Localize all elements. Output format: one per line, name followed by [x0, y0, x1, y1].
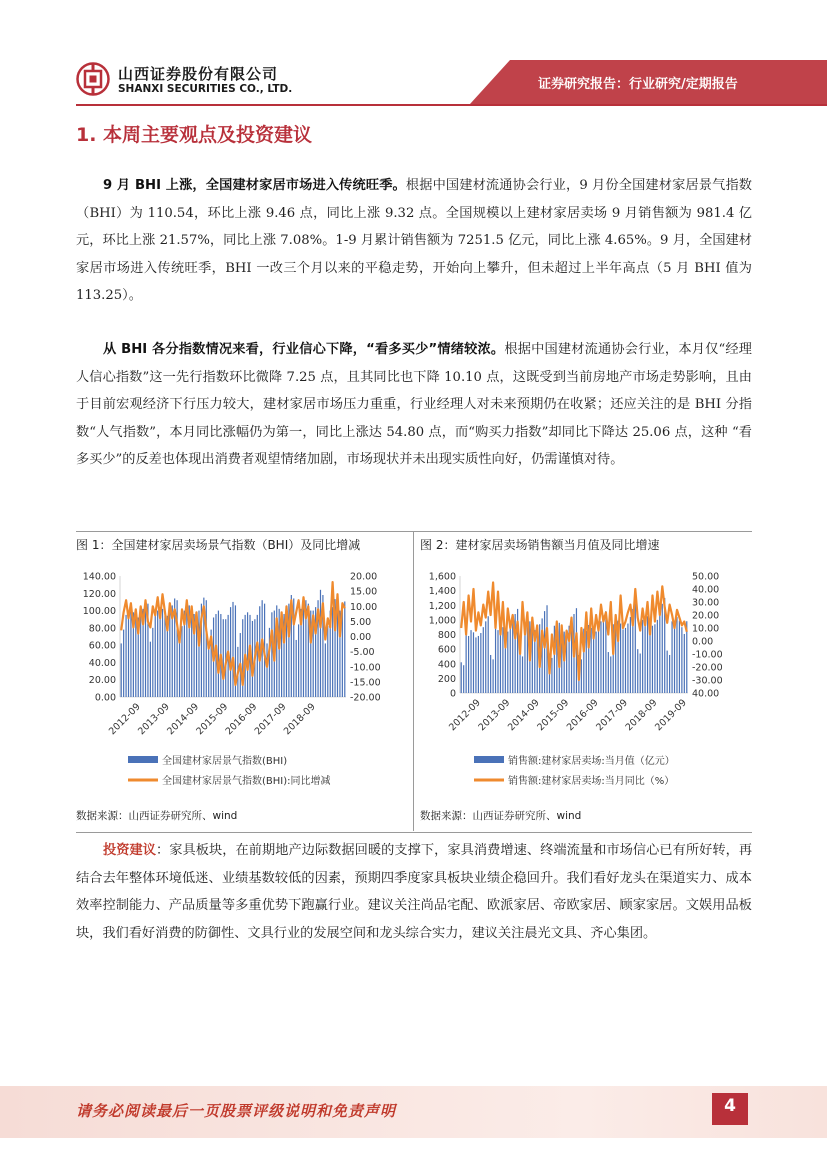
bar [344, 601, 345, 697]
page-number: 4 [724, 1096, 736, 1116]
bar [159, 607, 160, 697]
bar [497, 630, 498, 693]
paragraph-body: 根据中国建材流通协会行业，9 月份全国建材家居景气指数（BHI）为 110.54，环比上涨 9.46 点，同比上涨 9.32 点。全国规模以上建材家居卖场 9 月销售额为 981.4 亿元，环比上涨 21.57%，同比上涨 7.08%。1-9 月累计销售额为 7251.5 亿元，同比上涨 4.65%。9 月，全国建材家居市场进入传统旺季，BHI 一改三个月以来的平稳走势，开始向上攀升，但未超过上半年高点（5 月 BHI 值为 113.25）。 [76, 178, 752, 303]
legend-label: 全国建材家居景气指数(BHI) [162, 756, 288, 767]
company-name-cn: 山西证券股份有限公司 [118, 65, 279, 83]
bar [466, 633, 467, 693]
bar [647, 616, 648, 693]
header-divider [76, 104, 827, 106]
bar [155, 614, 156, 697]
bar [659, 613, 660, 693]
x-tick-label: 2012-09 [447, 697, 483, 734]
bar [608, 652, 609, 693]
y-left-tick-label: 1,200 [428, 600, 456, 612]
figure-1-caption: 图 1：全国建材家居卖场景气指数（BHI）及同比增减 [76, 538, 361, 552]
bar [325, 643, 326, 697]
company-logo-icon [76, 62, 110, 96]
x-tick-label: 2016-09 [564, 697, 601, 734]
paragraph-body: 根据中国建材流通协会行业，本月仅“经理人信心指数”这一先行指数环比微降 7.25 点，且其同比也下降 10.10 点，这既受到当前房地产市场走势影响，且由于目前宏观经济下行压力较大，建材家居市场压力重重，行业经理人对未来预期仍在收紧；还应关注的是 BHI 分指数“人气指数”，本月同比涨幅仍为第一，同比上涨达 54.80 点，而“购买力指数”却同比下降达 25.06 点，这种 “看多买少”的反差也体现出消费者观望情绪加剧，市场现状并未出现实质性向好，仍需谨慎对待。 [76, 342, 752, 467]
y-right-tick-label: 30.00 [692, 597, 720, 609]
legend-label: 全国建材家居景气指数(BHI):同比增减 [162, 776, 331, 787]
bar [206, 600, 207, 697]
bar [232, 602, 233, 697]
bar [271, 612, 272, 697]
y-right-tick-label: 0.00 [692, 636, 714, 648]
y-right-tick-label: -20.00 [350, 692, 381, 704]
x-tick-label: 2013-09 [476, 697, 513, 734]
bar [145, 602, 146, 697]
paragraph-lead: 投资建议 [103, 843, 156, 858]
y-right-tick-label: -10.00 [350, 662, 381, 674]
bar [622, 629, 623, 693]
y-left-tick-label: 20.00 [88, 675, 116, 687]
bar [296, 640, 297, 697]
figure-2-caption: 图 2：建材家居卖场销售额当月值及同比增速 [420, 538, 660, 552]
bar [485, 621, 486, 693]
y-right-tick-label: 5.00 [350, 616, 372, 628]
legend-swatch [474, 756, 504, 763]
bar [679, 621, 680, 693]
y-right-tick-label: 0.00 [350, 632, 372, 643]
bar [595, 632, 596, 693]
bar [121, 643, 122, 697]
bar [551, 658, 552, 693]
y-right-tick-label: -10.00 [692, 649, 723, 661]
bar [674, 624, 675, 693]
x-tick-label: 2018-09 [281, 701, 318, 738]
bar [635, 604, 636, 693]
paragraph-bhi-overview [76, 172, 752, 310]
bar [128, 617, 129, 697]
bar [676, 617, 677, 693]
y-left-tick-label: 1,600 [428, 571, 456, 583]
y-right-tick-label: 20.00 [350, 571, 378, 583]
bar [125, 615, 126, 697]
bar [627, 624, 628, 693]
bar [468, 636, 469, 693]
x-tick-label: 2016-09 [223, 701, 260, 738]
bar [652, 626, 653, 693]
bar [519, 652, 520, 693]
bar [230, 607, 231, 697]
report-type-label: 证券研究报告：行业研究/定期报告 [538, 77, 738, 92]
bar [266, 643, 267, 697]
paragraph-body: 家具板块，在前期地产边际数据回暖的支撑下，家具消费增速、终端流量和市场信心已有所好转，再结合去年整体环境低迷、业绩基数较低的因素，预期四季度家具板块业绩企稳回升。我们看好龙头在渠道实力、成本效率控制能力、产品质量等多重优势下跑赢行业。建议关注尚品宅配、欧派家居、帝欧家居、顾家家居。文娱用品板块，我们看好消费的防御性、文具行业的发展空间和龙头综合实力，建议关注晨光文具、齐心集团。 [76, 843, 752, 941]
bar [162, 609, 163, 697]
bar [123, 630, 124, 697]
bar [218, 611, 219, 697]
bar [662, 604, 663, 693]
bar [179, 640, 180, 697]
bar [502, 627, 503, 693]
section-heading: 1. 本周主要观点及投资建议 [76, 124, 313, 146]
bar [654, 624, 655, 693]
bar [279, 609, 280, 697]
bar [181, 626, 182, 697]
bar [625, 628, 626, 693]
y-left-tick-label: 40.00 [88, 657, 116, 669]
bar [488, 616, 489, 693]
bar [140, 614, 141, 697]
legend-swatch [128, 756, 158, 763]
bar [598, 627, 599, 693]
company-name-en: SHANXI SECURITIES CO., LTD. [118, 83, 293, 95]
x-tick-label: 2019-09 [653, 697, 689, 734]
bar [591, 628, 592, 693]
bar [522, 656, 523, 693]
y-left-tick-label: 100.00 [82, 606, 116, 618]
x-tick-label: 2015-09 [535, 697, 572, 734]
y-left-tick-label: 60.00 [88, 640, 116, 652]
bar [473, 632, 474, 693]
bar [507, 632, 508, 693]
y-right-tick-label: 10.00 [692, 623, 720, 635]
bar [667, 651, 668, 693]
bar [320, 590, 321, 697]
bar [490, 655, 491, 693]
bar [475, 637, 476, 693]
y-right-tick-label: -15.00 [350, 677, 381, 689]
bar [593, 633, 594, 693]
bar [681, 627, 682, 693]
y-left-tick-label: 400 [437, 659, 456, 671]
y-right-tick-label: 15.00 [350, 586, 378, 598]
bar [512, 621, 513, 693]
figure-2-source: 数据来源：山西证券研究所、wind [420, 810, 582, 822]
bar [463, 665, 464, 693]
y-right-tick-label: 40.00 [692, 688, 720, 700]
bar [478, 636, 479, 693]
paragraph-investment-advice [76, 837, 752, 947]
paragraph-sub-index [76, 336, 752, 474]
bar [492, 659, 493, 693]
y-left-tick-label: 600 [437, 644, 456, 656]
x-tick-label: 2017-09 [594, 697, 631, 734]
bar [150, 642, 151, 697]
y-right-tick-label: -20.00 [692, 662, 723, 674]
bar [671, 621, 672, 693]
y-left-tick-label: 140.00 [82, 571, 116, 583]
paragraph-lead: 从 BHI 各分指数情况来看，行业信心下降，“看多买少”情绪较浓。 [103, 342, 505, 357]
footer-disclaimer: 请务必阅读最后一页股票评级说明和免责声明 [76, 1102, 397, 1120]
bar [177, 600, 178, 697]
bar [544, 611, 545, 693]
x-tick-label: 2012-09 [106, 701, 143, 738]
bar [669, 655, 670, 693]
bar [510, 627, 511, 693]
bar [208, 645, 209, 697]
bar [642, 620, 643, 693]
bar [637, 649, 638, 693]
figure-divider [413, 531, 414, 831]
bar [657, 620, 658, 693]
bar [461, 662, 462, 693]
y-right-tick-label: 40.00 [692, 584, 720, 596]
y-left-tick-label: 200 [437, 673, 456, 685]
bar [169, 612, 170, 697]
bar [257, 615, 258, 697]
bar [686, 621, 687, 693]
bar [644, 623, 645, 693]
bar [603, 615, 604, 693]
paragraph-colon: ： [155, 843, 170, 858]
legend-label: 销售额:建材家居卖场:当月同比（%） [508, 776, 675, 787]
bar [332, 607, 333, 697]
bar [157, 611, 158, 697]
y-left-tick-label: 1,000 [428, 615, 456, 627]
bar [630, 617, 631, 693]
bar [610, 656, 611, 693]
figure-1-source: 数据来源：山西证券研究所、wind [76, 810, 238, 822]
bar [130, 611, 131, 697]
bar [684, 634, 685, 693]
y-right-tick-label: 10.00 [350, 601, 378, 613]
bar [586, 631, 587, 693]
y-left-tick-label: 800 [437, 630, 456, 641]
bar [327, 626, 328, 697]
bar [303, 605, 304, 697]
legend-label: 销售额:建材家居卖场:当月值（亿元） [508, 756, 675, 767]
bar [223, 619, 224, 697]
bar [152, 628, 153, 697]
bar [620, 624, 621, 693]
x-tick-label: 2014-09 [165, 701, 202, 738]
bar [640, 654, 641, 693]
x-tick-label: 2018-09 [623, 697, 660, 734]
y-left-tick-label: 0.00 [94, 692, 116, 704]
bar [600, 621, 601, 693]
bar [164, 616, 165, 697]
y-left-tick-label: 120.00 [82, 588, 116, 600]
y-left-tick-label: 1,400 [428, 586, 456, 598]
y-left-tick-label: 0 [449, 688, 456, 700]
x-tick-label: 2015-09 [194, 701, 231, 738]
y-left-tick-label: 80.00 [88, 623, 116, 635]
bar [298, 624, 299, 697]
paragraph-lead: 9 月 BHI 上涨，全国建材家居市场进入传统旺季。 [103, 178, 406, 193]
y-right-tick-label: 50.00 [692, 571, 720, 583]
bar [480, 633, 481, 693]
bar [581, 659, 582, 693]
bar [483, 627, 484, 693]
x-tick-label: 2013-09 [136, 701, 172, 738]
y-right-tick-label: -30.00 [692, 675, 723, 687]
bar [135, 617, 136, 697]
x-tick-label: 2017-09 [252, 701, 289, 738]
bar [470, 630, 471, 693]
bar [198, 611, 199, 697]
chart-bhi [78, 560, 412, 800]
y-right-tick-label: 20.00 [692, 610, 720, 622]
bar [495, 627, 496, 693]
bar [186, 609, 187, 697]
y-right-tick-label: -5.00 [350, 647, 375, 659]
x-tick-label: 2014-09 [505, 697, 542, 734]
chart-sales [416, 560, 750, 800]
